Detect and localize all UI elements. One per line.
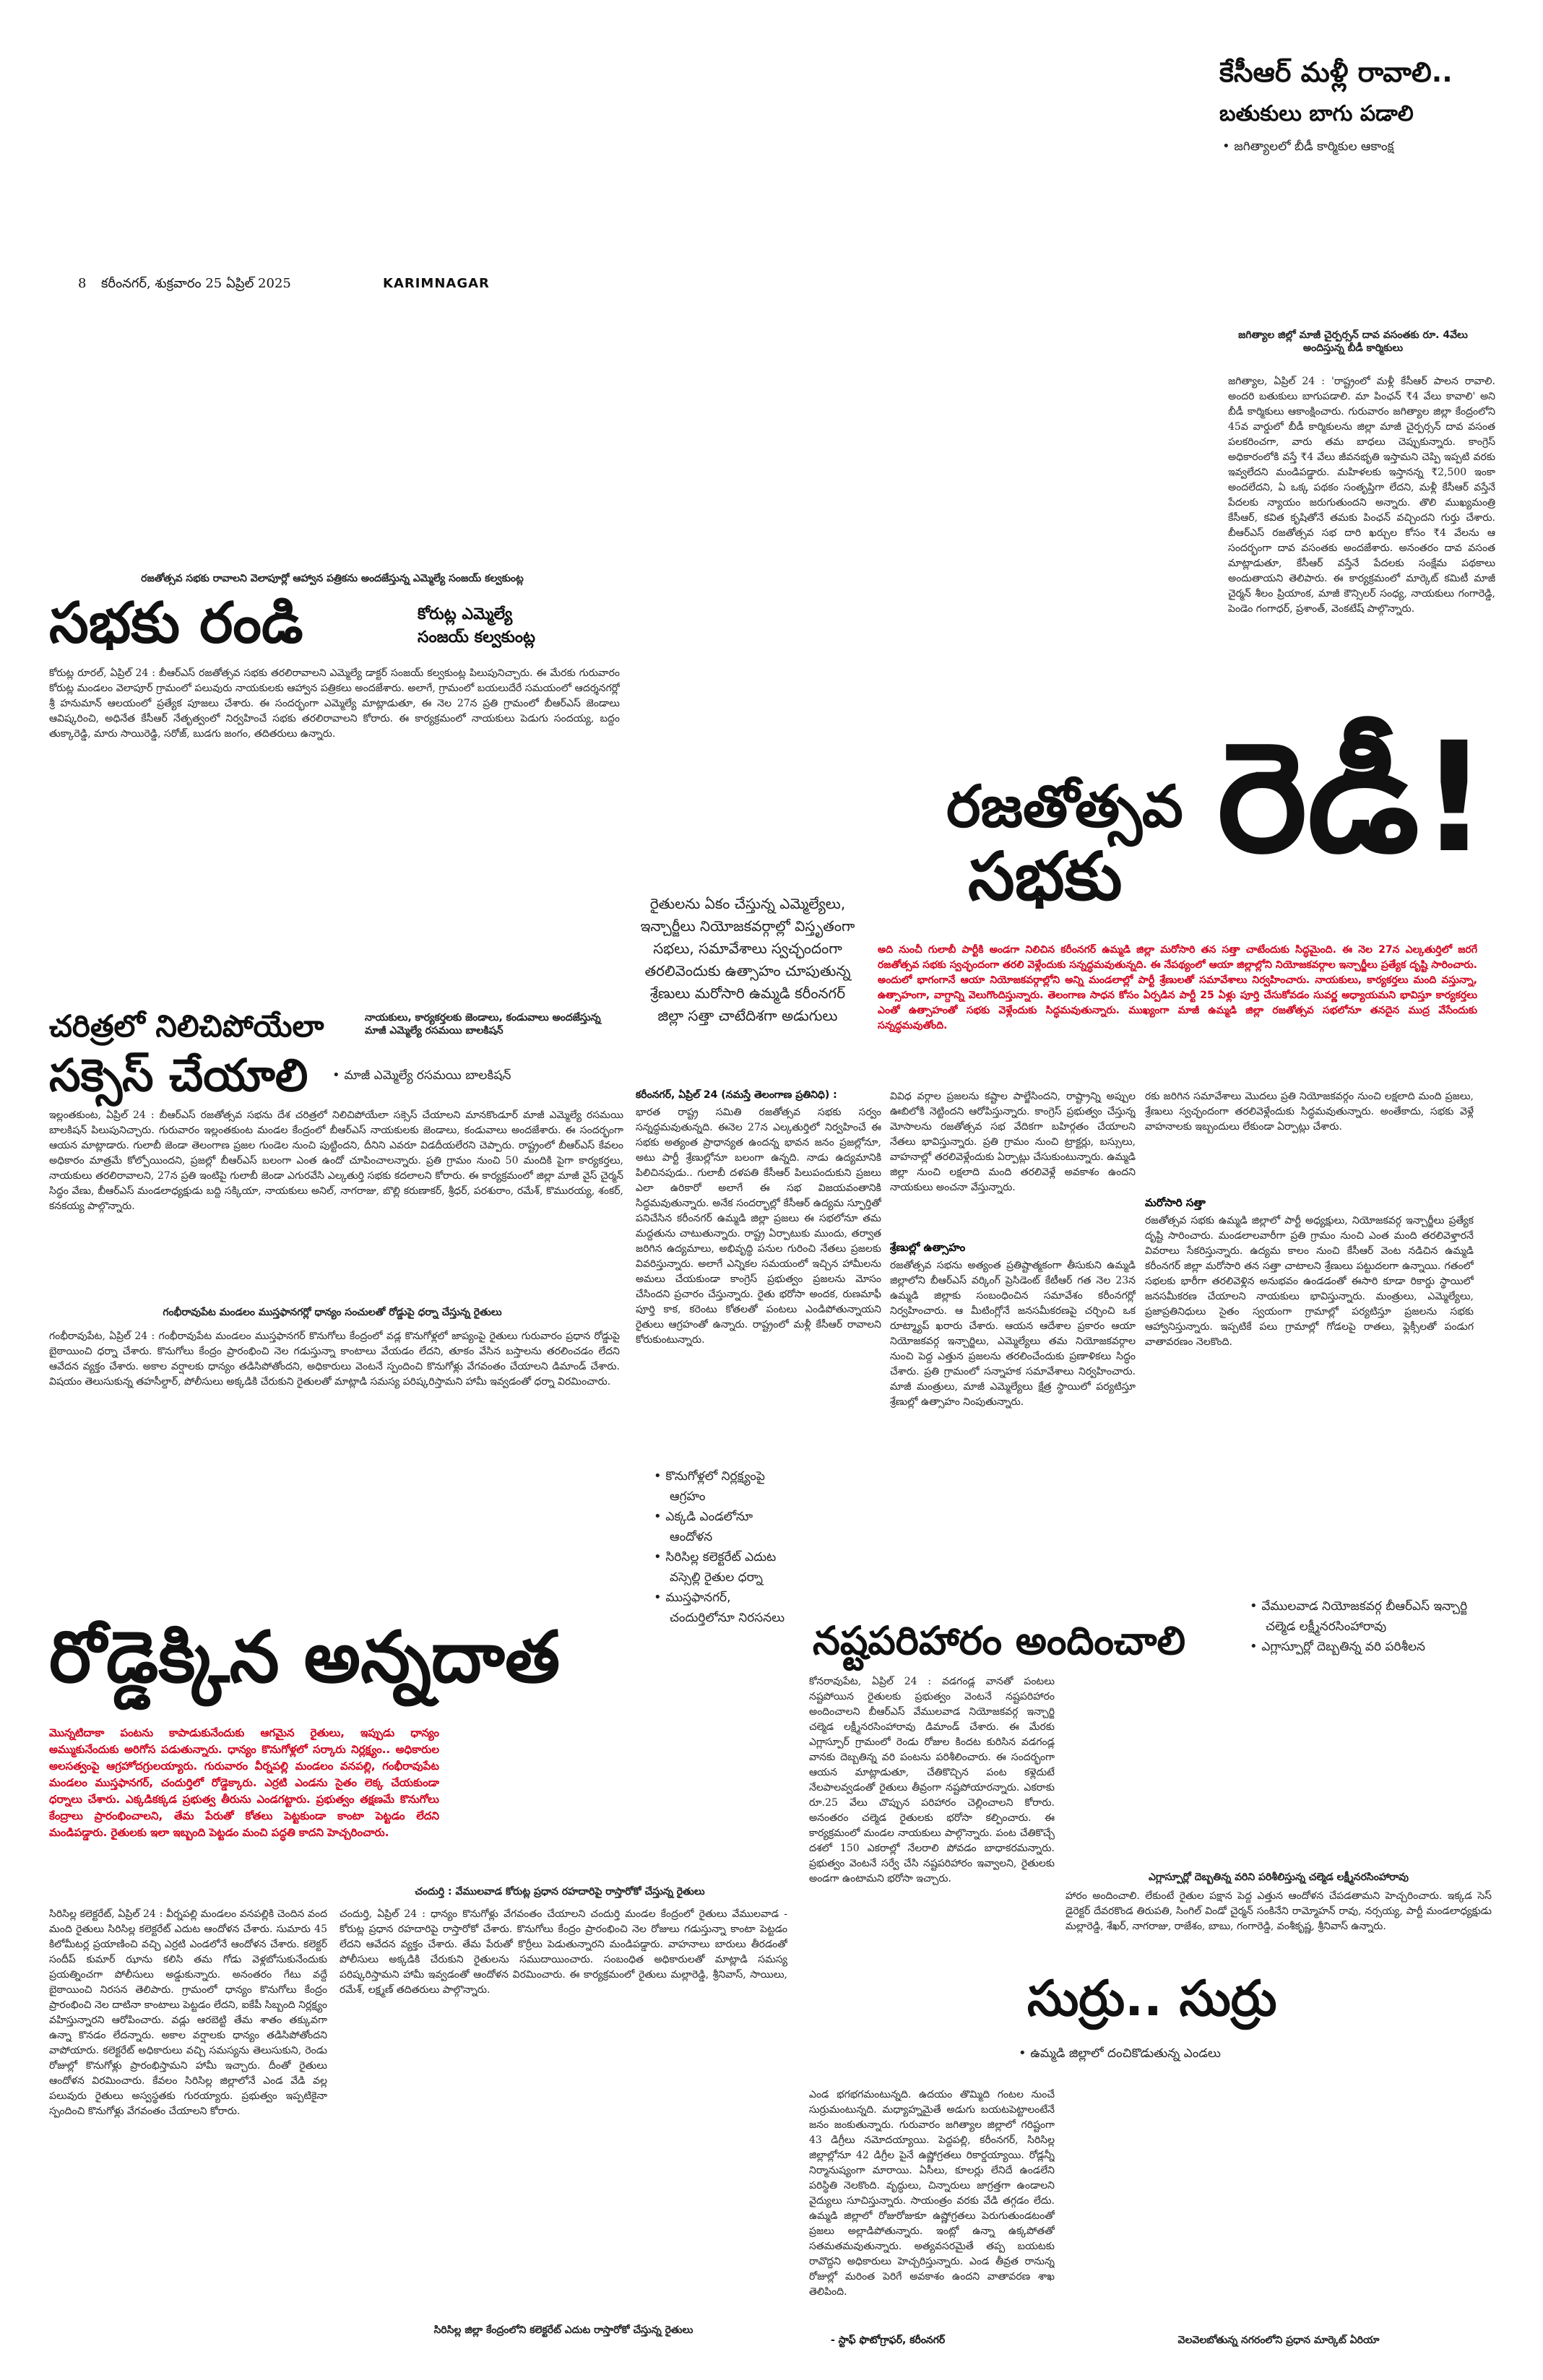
beedi-body: జగిత్యాల, ఏప్రిల్ 24 : 'రాష్ట్రంలో మళ్లీ కేసీఆర్ పాలన రావాలి. అందరి బతుకులు బాగుపడాలి. మా పింఛన్ ₹4 వేలు కావాలి' అని బీడీ కార్మికులు ఆకాంక్షించారు. గురువారం జగిత్యాల జిల్లా కేంద్రంలోని 45వ వార్డులో బీడీ కార్మికులను జిల్లా మాజీ చైర్పర్సన్ దావ వసంత పలకరించగా, వారు తమ బాధలు చెప్పుకున్నారు. కాంగ్రెస్ అధికారంలోకి వస్తే ₹4 వేలు జీవనభృతి ఇస్తామని చెప్పి ఇప్పటి వరకు ఇవ్వలేదని మండిపడ్డారు. మహిళలకు ఇస్తానన్న ₹2,500 ఇంకా అందలేదని, ఏ ఒక్క పథకం సంతృప్తిగా లేదని, మళ్లీ కేసీఆర్ వస్తేనే పేదలకు న్యాయం జరుగుతుందని అన్నారు. తొలి ముఖ్యమంత్రి కేసీఆర్, కవిత కృషితోనే తమకు పింఛన్ వచ్చిందని గుర్తు చేశారు. బీఆర్ఎస్ రజతోత్సవ సభ దారి ఖర్చుల కోసం ₹4 వేలను ఆ సందర్భంగా దావ వసంతకు అందజేశారు. అనంతరం దావ వసంత మాట్లాడుతూ, కేసీఆర్ వస్తేనే పేదలకు సంక్షేమ పథకాలు అందుతాయని తెలిపారు. ఈ కార్యక్రమంలో మార్కెట్ కమిటీ మాజీ చైర్మన్ శీలం ప్రియాంక, మాజీ కౌన్సిలర్ సంధ్య, నాయకులు గంగారెడ్డి, పెండెం గంగాధర్, ప్రశాంత్, వెంకటేష్ పాల్గొన్నారు. [1228, 376, 1495, 615]
farmers-bullets [654, 1466, 798, 1628]
rasamayi-headline-2: సక్సెస్ చేయాలి [49, 1049, 308, 1102]
teaser-title-2: బతుకులు బాగు పడాలి [1219, 101, 1414, 126]
lead-col-3: రజతోత్సవ సభను అత్యంత ప్రతిష్టాత్మకంగా తీసుకుని ఉమ్మడి జిల్లాలోని బీఆర్ఎస్ వర్కింగ్ ప్రెసిడెంట్ కేటీఆర్ గత నెల 23న ఉమ్మడి జిల్లాకు సంబంధించిన సమావేశం కరీంనగర్లో నిర్వహించారు. ఆ మీటింగ్లోనే జనసమీకరణపై చర్చించి ఒక రూట్మ్యాప్ ఖరారు చేశారు. ఆయన ఆదేశాల ప్రకారం ఆయా నియోజకవర్గ ఇన్చార్జిలు, ఎమ్మెల్యేలు తమ నియోజకవర్గాల నుంచి పెద్ద ఎత్తున ప్రజలను తరలించేందుకు ప్రణాళికలు సిద్ధం చేశారు. ప్రతి గ్రామంలో సన్నాహక సమావేశాలు నిర్వహించారు. మాజీ మంత్రులు, మాజీ ఎమ్మెల్యేలు క్షేత్ర స్థాయిలో పర్యటిస్తూ శ్రేణుల్లో ఉత్సాహం నింపుతున్నారు. [890, 1260, 1136, 1408]
teaser-title-1: కేసీఆర్ మళ్లీ రావాలి.. [1219, 56, 1453, 88]
rasamayi-bullet: • మాజీ ఎమ్మెల్యే రసమయి బాలకిషన్ [332, 1065, 511, 1086]
dateline: కరీంనగర్, శుక్రవారం 25 ఏప్రిల్ 2025 [101, 276, 291, 291]
lead-headline-big: రెడీ! [1217, 709, 1489, 886]
compensation-body: కోనరావుపేట, ఏప్రిల్ 24 : వడగండ్ల వానతో పంటలు నష్టపోయిన రైతులకు ప్రభుత్వం వెంటనే నష్టపరిహారం అందించాలని బీఆర్ఎస్ వేములవాడ నియోజకవర్గ ఇన్చార్జి చల్మెడ లక్ష్మీనరసింహారావు డిమాండ్ చేశారు. ఈ మేరకు ఎగ్లాస్పూర్ గ్రామంలో రెండు రోజుల కిందట కురిసిన వడగండ్ల వానకు దెబ్బతిన్న వరి పంటను పరిశీలించారు. ఈ సందర్భంగా ఆయన మాట్లాడుతూ, చేతికొచ్చిన పంట కళ్లెదుటే నేలపాలవ్వడంతో రైతులు తీవ్రంగా నష్టపోయారన్నారు. ఎకరాకు రూ.25 వేలు చొప్పున పరిహారం చెల్లించాలని కోరారు. అనంతరం చల్మెడ రైతులకు భరోసా కల్పించారు. ఈ కార్యక్రమంలో మండల నాయకులు పాల్గొన్నారు. పంట చేతికొచ్చే దశలో 150 ఎకరాల్లో నేలరాలి పోవడం బాధాకరమన్నారు. ప్రభుత్వం వెంటనే సర్వే చేసి నష్టపరిహారం ఇవ్వాలని, రైతులకు అండగా ఉంటామని భరోసా ఇచ్చారు. [809, 1676, 1055, 1884]
lead-red-intro: అది నుంచీ గులాబీ పార్టీకి అండగా నిలిచిన కరీంనగర్ ఉమ్మడి జిల్లా మరోసారి తన సత్తా చాటేందుకు సిద్ధమైంది. ఈ నెల 27న ఎల్కతుర్తిలో జరగే రజతోత్సవ సభకు స్వచ్ఛందంగా తరలి వెళ్లేందుకు సన్నద్ధమవుతున్నది. ఈ నేపథ్యంలో ఆయా జిల్లాల్లోని నియోజకవర్గాల ఇన్చార్జీలు ప్రత్యేక దృష్టి సారించారు. అందులో భాగంగానే ఆయా నియోజకవర్గాల్లోని అన్ని మండలాల్లో పార్టీ శ్రేణులతో సమావేశాలు నిర్వహించారు. నాయకులు, కార్యకర్తలు మంది వస్తున్నా, ఉత్సాహంగా, వాగ్దాన్ని వెలుగొందిస్తున్నారు. తెలంగాణ సాధన కోసం ఏర్పడిన పార్టీ 25 ఏళ్లు పూర్తి చేసుకోవడం సువర్ణ అధ్యాయమని భావిస్తూ కార్యకర్తలు ఎంతో ఉత్సాహంతో సభకు వెళ్లేందుకు సిద్ధమవుతున్నారు. ముఖ్యంగా మాజీ ఉమ్మడి జిల్లా రజతోత్సవ సభలోనూ తనదైన ముద్ర వేసేందుకు సన్నద్ధమవుతోంది. [878, 944, 1477, 1031]
page-number: 8 [78, 276, 87, 291]
edition-name: KARIMNAGAR [383, 276, 490, 291]
lead-col-2: వివిధ వర్గాల ప్రజలను కష్టాల పాల్జేసిందని, రాష్ట్రాన్ని అప్పుల ఊబిలోకి నెట్టిందని ఆరోపిస్తున్నారు. కాంగ్రెస్ ప్రభుత్వం చేస్తున్న మోసాలను రజతోత్సవ సభ వేదికగా బహిర్గతం చేయాలని నేతలు భావిస్తున్నారు. ప్రతి గ్రామం నుంచి ట్రాక్టర్లు, బస్సులు, వాహనాల్లో తరలివెళ్లేందుకు ఏర్పాట్లు చేసుకుంటున్నారు. ఉమ్మడి జిల్లా నుంచి లక్షలాది మంది తరలివెళ్లే అవకాశం ఉందని నాయకులు అంచనా వేస్తున్నారు. [890, 1091, 1136, 1193]
heat-photo [1066, 2073, 1492, 2319]
beedi-kicker: జగిత్యాల జిల్లో మాజీ చైర్పర్సన్ దావ వసంతకు రూ. 4వేలు అందిస్తున్న బీడీ కార్మికులు [1238, 329, 1468, 355]
korutla-body: కోరుట్ల రూరల్, ఏప్రిల్ 24 : బీఆర్ఎస్ రజతోత్సవ సభకు తరలిరావాలని ఎమ్మెల్యే డాక్టర్ సంజయ్ కల్వకుంట్ల పిలుపునిచ్చారు. ఈ మేరకు గురువారం కోరుట్ల మండలం వెలాపూర్ గ్రామంలో పలువురు నాయకులకు ఆహ్వాన పత్రికలు అందజేశారు. అలాగే, గ్రామంలో బయలుదేరే సమయంలో ఆదర్శనగర్లో శ్రీ హనుమాన్ ఆలయంలో ప్రత్యేక పూజలు చేశారు. ఈ సందర్భంగా ఎమ్మెల్యే మాట్లాడుతూ, ఈ నెల 27న ప్రతి గ్రామంలో బీఆర్ఎస్ జెండాలు ఆవిష్కరించి, అధినేత కేసీఆర్ నేతృత్వంలో నిర్వహించే సభకు తరలిరావాలని కోరారు. ఈ కార్యక్రమంలో నాయకులు పెడుగు సందయ్య, బద్దం తుక్కారెడ్డి, మారు సాయిరెడ్డి, సరోజ్, బుడగు జంగం, తదితరులు ఉన్నారు. [49, 667, 620, 740]
korutla-byline-1: కోరుట్ల ఎమ్మెల్యే [418, 605, 513, 623]
heat-photo-caption: వెలవెలబోతున్న నగరంలోని ప్రధాన మార్కెట్ ఏరియా [1177, 2334, 1380, 2346]
lead-subhead: శ్రేణుల్లో ఉత్సాహం [890, 1241, 966, 1254]
lead-side-blurb: రైతులను ఏకం చేస్తున్న ఎమ్మెల్యేలు, ఇన్చార్జీలు నియోజకవర్గాల్లో విస్తృతంగా సభలు, సమావేశాలు స్వచ్ఛందంగా తరలివెందుకు ఉత్సాహం చూపుతున్న శ్రేణులు మరోసారి ఉమ్మడి కరీంనగర్ జిల్లా సత్తా చాటేదిశగా అడుగులు [640, 895, 855, 1024]
farmers-headline: రోడ్డెక్కిన అన్నదాత [49, 1617, 561, 1699]
compensation-bullet: • ఎగ్లాస్పూర్లో దెబ్బతిన్న వరి పరిశీలన [1250, 1637, 1488, 1657]
farmers-col-2: చందుర్తి, ఏప్రిల్ 24 : ధాన్యం కొనుగోళ్లు వేగవంతం చేయాలని చందుర్తి మండల కేంద్రంలో రైతులు వేములవాడ - కోరుట్ల ప్రధాన రహదారిపై రాస్తారోకో చేశారు. కొనుగోలు కేంద్రం ప్రారంభించి నెల రోజులు గడుస్తున్నా కాంటా పెట్టడం లేదని ఆవేదన వ్యక్తం చేశారు. తేమ పేరుతో కొర్రీలు పెడుతున్నారని మండిపడ్డారు. వాహనాలు బారులు తీరడంతో పోలీసులు అక్కడికి చేరుకుని రైతులను సముదాయించారు. సంబంధిత అధికారులతో మాట్లాడి సమస్య పరిష్కరిస్తామని హామీ ఇవ్వడంతో ఆందోళన విరమించారు. ఈ కార్యక్రమంలో రైతులు మల్లారెడ్డి, శ్రీనివాస్, సాయిలు, రమేశ్, లక్ష్మణ్ తదితరులు పాల్గొన్నారు. [340, 1908, 787, 1996]
compensation-headline: నష్టపరిహారం అందించాలి [813, 1618, 1186, 1663]
farmers-photo-caption: సిరిసిల్ల జిల్లా కేంద్రంలోని కలెక్టరేట్ ఎదుట రాస్తారోకో చేస్తున్న రైతులు [433, 2324, 693, 2336]
farmers-bullet: • కొనుగోళ్లలో నిర్లక్ష్యంపై ఆగ్రహం [654, 1466, 798, 1507]
farmers-bullet: • సిరిసిల్ల కలెక్టరేట్ ఎదుట వస్సెల్లి రైతుల ధర్నా [654, 1547, 798, 1588]
compensation-bullets [1250, 1596, 1488, 1657]
compensation-photo [1066, 1674, 1492, 1862]
farmers-body-top: గంభీరావుపేట, ఏప్రిల్ 24 : గంభీరావుపేట మండలం ముస్తఫానగర్ కొనుగోలు కేంద్రంలో వడ్ల కొనుగోళ్లలో జాప్యంపై రైతులు గురువారం ప్రధాన రోడ్డుపై బైఠాయించి ధర్నా చేశారు. కొనుగోలు కేంద్రం ప్రారంభించి నెల గడుస్తున్నా కాంటాలు వేయడం లేదని, తూకం వేసిన బస్తాలను తరలించడం లేదని ఆవేదన వ్యక్తం చేశారు. అకాల వర్షాలకు ధాన్యం తడిసిపోతోందని, అధికారులు వెంటనే స్పందించి కొనుగోళ్లు వేగవంతం చేయాలని డిమాండ్ చేశారు. విషయం తెలుసుకున్న తహసీల్దార్, పోలీసులు అక్కడికి చేరుకుని రైతులతో మాట్లాడి సమస్య పరిష్కరిస్తామని హామీ ఇవ్వడంతో ధర్నా విరమించారు. [49, 1330, 620, 1388]
farmers-kicker-2: చందుర్తి : వేములవాడ కోరుట్ల ప్రధాన రహదారిపై రాస్తారోకో చేస్తున్న రైతులు [415, 1886, 705, 1897]
compensation-photo-kicker: ఎగ్లాస్పూర్లో దెబ్బతిన్న వరిని పరిశీలిస్తున్న చల్మెడ లక్ష్మీనరసింహారావు [1149, 1871, 1409, 1883]
heat-body: ఎండ భగభగమంటున్నది. ఉదయం తొమ్మిది గంటల నుంచే సుర్రుమంటున్నది. మధ్యాహ్నమైతే అడుగు బయటపెట్టాలంటేనే జనం జంకుతున్నారు. గురువారం జగిత్యాల జిల్లాలో గరిష్టంగా 43 డిగ్రీలు నమోదయ్యాయి. పెద్దపల్లి, కరీంనగర్, సిరిసిల్ల జిల్లాల్లోనూ 42 డిగ్రీల పైనే ఉష్ణోగ్రతలు రికార్డయ్యాయి. రోడ్లన్నీ నిర్మానుష్యంగా మారాయి. ఏసీలు, కూలర్లు లేనిదే ఉండలేని పరిస్థితి నెలకొంది. వృద్ధులు, చిన్నారులు జాగ్రత్తగా ఉండాలని వైద్యులు సూచిస్తున్నారు. సాయంత్రం వరకు వేడి తగ్గడం లేదు. ఉమ్మడి జిల్లాలో రోజురోజుకూ ఉష్ణోగ్రతలు పెరుగుతుండటంతో ప్రజలు అల్లాడిపోతున్నారు. ఇంట్లో ఉన్నా ఉక్కపోతతో సతమతమవుతున్నారు. అత్యవసరమైతే తప్ప బయటకు రావొద్దని అధికారులు హెచ్చరిస్తున్నారు. ఎండ తీవ్రత రానున్న రోజుల్లో మరింత పెరిగే అవకాశం ఉందని వాతావరణ శాఖ తెలిపింది. [809, 2089, 1055, 2298]
farmers-bullet: • ఎక్కడి ఎండలోనూ ఆందోళన [654, 1507, 798, 1547]
rasamayi-body: ఇల్లంతకుంట, ఏప్రిల్ 24 : బీఆర్ఎస్ రజతోత్సవ సభను దేశ చరిత్రలో నిలిచిపోయేలా సక్సెస్ చేయాలని మానకొండూర్ మాజీ ఎమ్మెల్యే రసమయి బాలకిషన్ పిలుపునిచ్చారు. గురువారం ఇల్లంతకుంట మండల కేంద్రంలో బీఆర్ఎస్ నాయకులకు జెండాలు, కండువాలు అందజేశారు. ఈ సందర్భంగా ఆయన మాట్లాడారు. గులాబీ జెండా తెలంగాణ ప్రజల గుండెల నుంచి పుట్టిందని, దీనిని ఎవరూ విడదీయలేరని చెప్పారు. రాష్ట్రంలో బీఆర్ఎస్ కేవలం అధికారం మాత్రమే కోల్పోయిందని, ప్రజల్లో బీఆర్ఎస్ బలంగా ఎంత ఉందో చూపించాలన్నారు. ప్రతి గ్రామం నుంచి 50 మందికి పైగా కార్యకర్తలు, నాయకులు తరలిరావాలని, 27న ప్రతి ఇంటిపై గులాబీ జెండా ఎగురవేసి ఎల్కతుర్తి సభకు కదలాలని కోరారు. ఈ కార్యక్రమంలో జిల్లా మాజీ వైస్ చైర్మన్ సిద్ధం వేణు, బీఆర్ఎస్ మండలాధ్యక్షుడు బద్ది సక్కియా, నాయకులు అనిల్, నాగరాజు, బొల్లి కరుణాకర్, శ్రీధర్, పరశురాం, రమేశ్, కొమురయ్య, శంకర్, కనకయ్య పాల్గొన్నారు. [49, 1109, 623, 1212]
lead-reporter: కరీంనగర్, ఏప్రిల్ 24 (నమస్తే తెలంగాణ ప్రతినిధి) : [636, 1089, 837, 1101]
lead-headline-small-2: సభకు [968, 838, 1123, 915]
korutla-kicker: రజతోత్సవ సభకు రావాలని వెలాపూర్లో ఆహ్వాన పత్రికను అందజేస్తున్న ఎమ్మెల్యే సంజయ్ కల్వకుంట్ల [141, 573, 524, 584]
farmers-red-intro: మొన్నటిదాకా పంటను కాపాడుకునేందుకు ఆగమైన రైతులు, ఇప్పుడు ధాన్యం అమ్ముకునేందుకు అరిగోస పడుతున్నారు. ధాన్యం కొనుగోళ్లలో సర్కారు నిర్లక్ష్యం.. అధికారుల అలసత్వంపై ఆగ్రహోదగ్రులయ్యారు. గురువారం వీర్నపల్లి మండలం వనపల్లి, గంభీరావుపేట మండలం ముస్తఫానగర్, చందుర్తిలో రోడ్డెక్కారు. ఎర్రటి ఎండను సైతం లెక్క చేయకుండా ధర్నాలు చేశారు. ఎక్కడికక్కడ ప్రభుత్వ తీరును ఎండగట్టారు. ప్రభుత్వం తక్షణమే కొనుగోలు కేంద్రాలు ప్రారంభించాలని, తేమ పేరుతో కోతలు పెట్టకుండా కాంటా పెట్టడం లేదని మండిపడ్డారు. రైతులకు ఇలా ఇబ్బంది పెట్టడం మంచి పద్ధతి కాదని హెచ్చరించారు. [49, 1726, 439, 1839]
lead-col-1: భారత రాష్ట్ర సమితి రజతోత్సవ సభకు సర్వం సన్నద్ధమవుతున్నది. ఈనెల 27న ఎల్కతుర్తిలో నిర్వహించే ఈ సభకు అత్యంత ప్రాధాన్యత ఉందన్న భావన జనం ప్రజల్లోనూ, అటు పార్టీ శ్రేణుల్లోనూ బలంగా ఉన్నది. నాడు ఉద్యమానికి పిలిచినపుడు.. గులాబీ దళపతి కేసీఆర్ పిలుపందుకుని ప్రజలు ఎలా ఉరికారో అలాగే ఈ సభ విజయవంతానికి సిద్ధమవుతున్నారు. అనేక సందర్భాల్లో కేసీఆర్ ఉద్యమ స్ఫూర్తితో పనిచేసిన కరీంనగర్ ఉమ్మడి జిల్లా ప్రజలు ఈ సభలోనూ తమ మద్దతును చాటుతున్నారు. రాష్ట్ర ఏర్పాటుకు ముందు, తర్వాత జరిగిన ఉద్యమాలు, అభివృద్ధి పనుల గురించి నేతలు ప్రజలకు వివరిస్తున్నారు. అలాగే ఎన్నికల సమయంలో ఇచ్చిన హామీలను అమలు చేయకుండా కాంగ్రెస్ ప్రభుత్వం ప్రజలను మోసం చేసిందని ప్రచారం చేస్తున్నారు. రైతు భరోసా అందక, రుణమాఫీ పూర్తి కాక, కరెంటు కోతలతో పంటలు ఎండిపోతున్నాయని రైతులు ఆగ్రహంతో ఉన్నారు. రాష్ట్రంలో మళ్లీ కేసీఆర్ రావాలని కోరుకుంటున్నారు. [636, 1107, 881, 1346]
korutla-headline: సభకు రండి [49, 591, 303, 656]
lead-headline-small-1: రజతోత్సవ [946, 773, 1183, 840]
compensation-side-body: హారం అందించాలి. లేకుంటే రైతుల పక్షాన పెద్ద ఎత్తున ఆందోళన చేపడతామని హెచ్చరించారు. ఇక్కడ సెస్ డైరెక్టర్ దేవరకొండ తిరుపతి, సింగిల్ విండో చైర్మన్ సంకినేని రామ్మోహన్ రావు, నర్సయ్య, పార్టీ మండలాధ్యక్షుడు మల్లారెడ్డి, శేఖర్, నాగరాజు, రాజేశం, బాబు, గంగారెడ్డి, వంశీకృష్ణ, శ్రీనివాస్ ఉన్నారు. [1066, 1890, 1492, 1932]
compensation-bullet: • వేములవాడ నియోజకవర్గ బీఆర్ఎస్ ఇన్చార్జి చల్మెడ లక్ష్మీనరసింహారావు [1250, 1596, 1488, 1637]
lead-subhead-2: మరోసారి సత్తా [1145, 1196, 1206, 1209]
korutla-byline-2: సంజయ్ కల్వకుంట్ల [418, 628, 536, 646]
lead-col-4: రకు జరిగిన సమావేశాలు మొదలు ప్రతి నియోజకవర్గం నుంచి లక్షలాది మంది ప్రజలు, శ్రేణులు స్వచ్ఛందంగా తరలివెళ్లేందుకు సిద్ధమవుతున్నారు. అంతేకాదు, సభకు వెళ్లే వాహనాలకు ఇబ్బందులు లేకుండా ఏర్పాట్లు చేశారు. [1145, 1091, 1474, 1133]
farmers-col-1: సిరిసిల్ల కలెక్టరేట్, ఏప్రిల్ 24 : వీర్నపల్లి మండలం వనపల్లికి చెందిన వంద మంది రైతులు సిరిసిల్ల కలెక్టరేట్ ఎదుట ఆందోళన చేశారు. సుమారు 45 కిలోమీటర్ల ప్రయాణించి వచ్చి ఎర్రటి ఎండలోనే ఆందోళన చేశారు. కలెక్టర్ సందీప్ కుమార్ ఝాను కలిసి తమ గోడు వెళ్లబోసుకునేందుకు ప్రయత్నించగా పోలీసులు అడ్డుకున్నారు. అనంతరం గేటు వద్దే బైఠాయించి నిరసన తెలిపారు. గ్రామంలో ధాన్యం కొనుగోలు కేంద్రం ప్రారంభించి నెల దాటినా కాంటాలు పెట్టడం లేదని, ఐకేపీ సిబ్బంది నిర్లక్ష్యం వహిస్తున్నారని ఆరోపించారు. వడ్లు ఆరబెట్టి తేమ శాతం తక్కువగా ఉన్నా కొనడం లేదన్నారు. అకాల వర్షాలకు ధాన్యం తడిసిపోతోందని వాపోయారు. కలెక్టరేట్ అధికారులు వచ్చి సమస్యను తెలుసుకుని, రెండు రోజుల్లో కొనుగోళ్లు ప్రారంభిస్తామని హామీ ఇచ్చారు. దీంతో రైతులు ఆందోళన విరమించారు. కేవలం సిరిసిల్ల జిల్లాలోనే ఎండ వేడి వల్ల పలువురు రైతులు అస్వస్థతకు గురయ్యారు. ప్రభుత్వం ఇప్పటికైనా స్పందించి కొనుగోళ్లు వేగవంతం చేయాలని కోరారు. [49, 1908, 327, 2117]
lead-col-4b: రజతోత్సవ సభకు ఉమ్మడి జిల్లాలో పార్టీ అధ్యక్షులు, నియోజకవర్గ ఇన్చార్జీలు ప్రత్యేక దృష్టి సారించారు. మండలాలవారీగా ప్రతి గ్రామం నుంచి ఎంత మంది తరలివెళ్తారనే వివరాలు సేకరిస్తున్నారు. ఉద్యమ కాలం నుంచి కేసీఆర్ వెంట నడిచిన ఉమ్మడి కరీంనగర్ జిల్లా మరోసారి తన సత్తా చాటాలని శ్రేణులు పట్టుదలగా ఉన్నాయి. గతంలో సభలకు భారీగా తరలివెళ్లిన అనుభవం ఉండడంతో ఈసారి కూడా రికార్డు స్థాయిలో జనసమీకరణ చేయాలని నాయకులు భావిస్తున్నారు. మంత్రులు, ఎమ్మెల్యేలు, ప్రజాప్రతినిధులు సైతం స్వయంగా గ్రామాల్లో పర్యటిస్తూ ప్రజలను సభకు ఆహ్వానిస్తున్నారు. ఇప్పటికే పలు గ్రామాల్లో గోడలపై రాతలు, ఫ్లెక్సీలతో పండుగ వాతావరణం నెలకొంది. [1145, 1215, 1474, 1348]
farmers-photo [340, 2059, 787, 2297]
rasamayi-kicker: నాయకులు, కార్యకర్తలకు జెండాలు, కండువాలు అందజేస్తున్న మాజీ ఎమ్మెల్యే రసమయి బాలకిషన్ [365, 1012, 601, 1037]
heat-headline: సుర్రు.. సుర్రు [1027, 1970, 1277, 2028]
beedi-photo [838, 303, 1199, 585]
heat-credit: - స్టాఫ్ ఫొటోగ్రాఫర్, కరీంనగర్ [831, 2334, 946, 2346]
heat-bullet: • ఉమ్మడి జిల్లాలో దంచికొడుతున్న ఎండలు [1019, 2043, 1221, 2064]
farmers-bullet: • ముస్తఫానగర్, చందుర్తిలోనూ నిరసనలు [654, 1588, 798, 1628]
farmers-kicker: గంభీరావుపేట మండలం ముస్తఫానగర్లో ధాన్యం సంచులతో రోడ్డుపై ధర్నా చేస్తున్న రైతులు [163, 1307, 502, 1318]
teaser-bullet: • జగిత్యాలలో బీడీ కార్మికుల ఆకాంక్ష [1222, 136, 1394, 157]
rasamayi-headline-1: చరిత్రలో నిలిచిపోయేలా [49, 1008, 324, 1044]
